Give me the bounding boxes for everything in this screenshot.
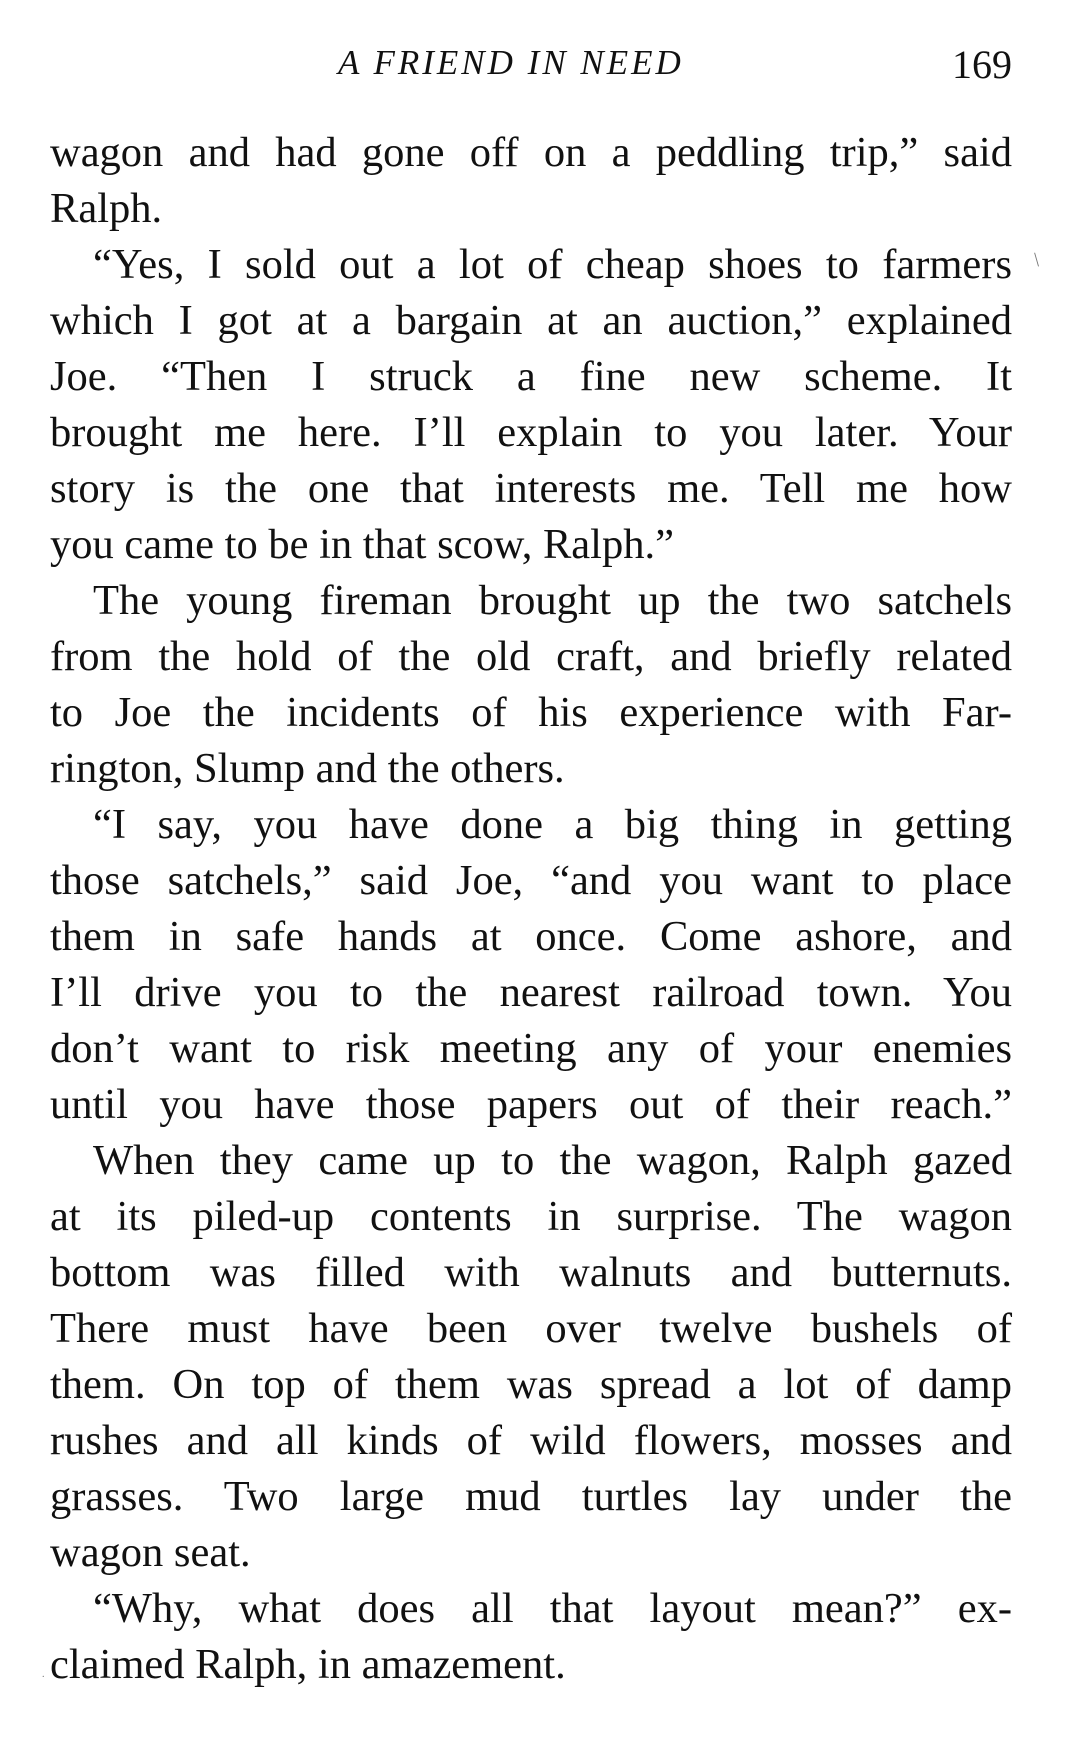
margin-mark: .	[42, 1669, 45, 1680]
text-line: at its piled-up contents in surprise. The wagon	[50, 1193, 1012, 1240]
page-header	[50, 38, 1012, 88]
margin-mark: /	[1028, 249, 1046, 271]
text-line: Ralph.	[50, 185, 163, 232]
text-line: wagon seat.	[50, 1529, 251, 1576]
text-line: The young fireman brought up the two satchels	[93, 577, 1012, 624]
text-line: those satchels,” said Joe, “and you want to place	[50, 857, 1012, 904]
text-line: to Joe the incidents of his experience with Far-	[50, 689, 1012, 736]
text-line: rushes and all kinds of wild flowers, mosses and	[50, 1417, 1012, 1464]
text-line: until you have those papers out of their reach.”	[50, 1081, 1012, 1128]
text-line: wagon and had gone off on a peddling trip,” said	[50, 129, 1012, 176]
text-line: There must have been over twelve bushels of	[50, 1305, 1012, 1352]
text-line: you came to be in that scow, Ralph.”	[50, 521, 674, 568]
text-line: rington, Slump and the others.	[50, 745, 565, 792]
text-line: “Why, what does all that layout mean?” ex-	[93, 1585, 1012, 1632]
text-line: When they came up to the wagon, Ralph gazed	[93, 1137, 1012, 1184]
text-line: bottom was filled with walnuts and butternuts.	[50, 1249, 1012, 1296]
text-line: from the hold of the old craft, and briefly related	[50, 633, 1012, 680]
text-line: brought me here. I’ll explain to you later. Your	[50, 409, 1012, 456]
text-line: I’ll drive you to the nearest railroad town. You	[50, 969, 1012, 1016]
text-line: story is the one that interests me. Tell me how	[50, 465, 1012, 512]
page-number: 169	[952, 42, 1012, 87]
text-line: them. On top of them was spread a lot of damp	[50, 1361, 1012, 1408]
running-title: A FRIEND IN NEED	[338, 43, 684, 82]
text-line: “I say, you have done a big thing in getting	[93, 801, 1012, 848]
text-line: don’t want to risk meeting any of your enemies	[50, 1025, 1012, 1072]
text-line: “Yes, I sold out a lot of cheap shoes to farmers	[93, 241, 1012, 288]
text-line: Joe. “Then I struck a fine new scheme. It	[50, 353, 1012, 400]
text-line: claimed Ralph, in amazement.	[50, 1641, 566, 1688]
text-line: them in safe hands at once. Come ashore, and	[50, 913, 1012, 960]
text-line: which I got at a bargain at an auction,” explained	[50, 297, 1012, 344]
text-line: grasses. Two large mud turtles lay under the	[50, 1473, 1012, 1520]
body-text	[50, 125, 1012, 1693]
